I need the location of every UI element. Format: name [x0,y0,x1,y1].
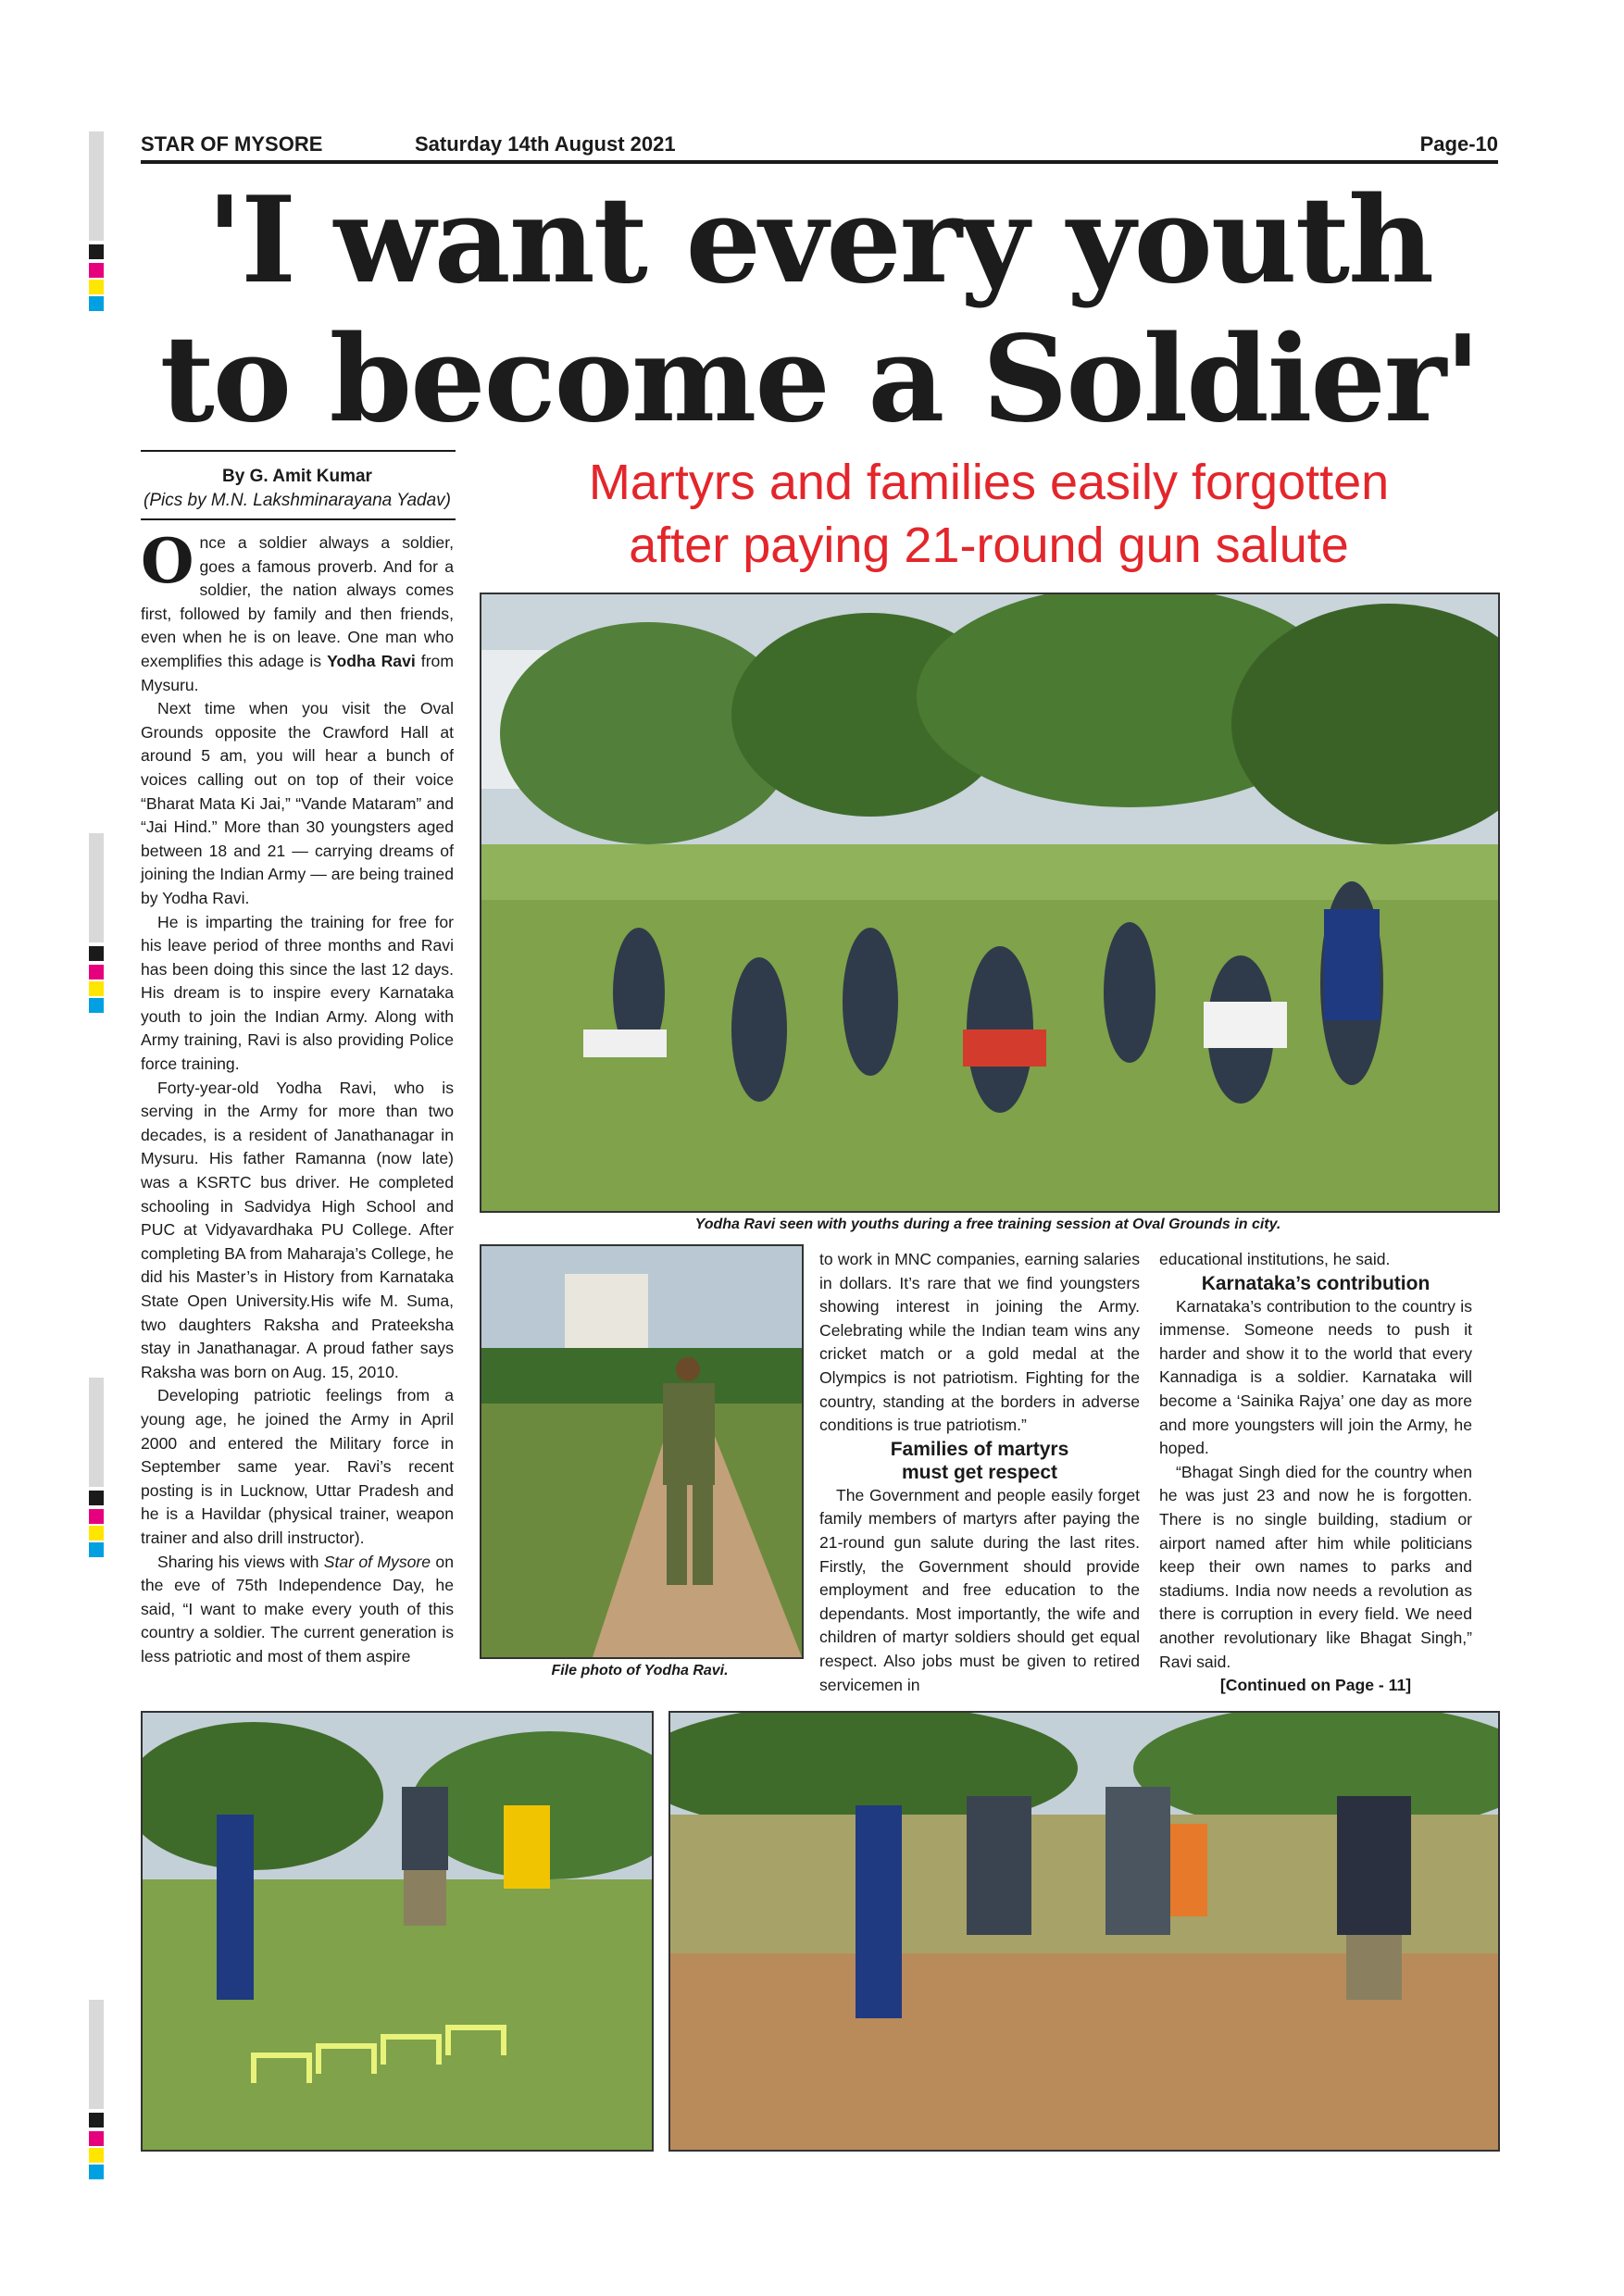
registration-yellow [89,2148,104,2163]
paragraph: to work in MNC companies, earning salaries in dollars. It’s rare that we find youngsters showing interest in joining the Army. Celebrating while the Indian team wins any cricket match or a gold medal at the Olympics is not patriotism. Fighting for the country, standing at the borders in adverse conditions is true patriotism.” [819,1250,1140,1435]
byline-author: By G. Amit Kumar [222,467,372,486]
continued-notice: [Continued on Page - 11] [1219,1676,1412,1695]
article-column-1 [141,525,454,1669]
paragraph: Once a soldier always a soldier, goes a famous proverb. And for a soldier, the nation always comes first, followed by family and then friends, even when he is on leave. One man who exemplifies this adage is Yodha Ravi from Mysuru. [141,525,454,694]
registration-magenta [89,2131,104,2146]
registration-black [89,1491,104,1505]
byline-rule-bottom [141,518,456,520]
file-photo [480,1244,804,1659]
publication-name: Star of Mysore [323,1552,431,1571]
registration-magenta [89,263,104,278]
training-session-illustration [481,594,1498,1211]
registration-bar [89,2000,104,2109]
registration-yellow [89,981,104,996]
byline-pics: (Pics by M.N. Lakshminarayana Yadav) [144,491,451,510]
section-heading: Families of martyrs must get respect [890,1438,1069,1483]
registration-black [89,946,104,961]
registration-black [89,244,104,259]
registration-yellow [89,280,104,294]
registration-bar [89,833,104,942]
paragraph: Forty-year-old Yodha Ravi, who is serving in the Army for more than two decades, is a resident of Janathanagar in Mysuru. His father Ramanna (now late) was a KSRTC bus driver. He completed schooling in Sadvidya High School and PUC at Vidyavardhaka PU College. After completing BA from Maharaja’s College, he did his Master’s in History from Karnataka State Open University.His wife M. Suma, two daughters Raksha and Prateeksha stay in Janathanagar. A proud father says Raksha was born on Aug. 15, 2010. [141,1078,454,1381]
paragraph: He is imparting the training for free for his leave period of three months and Ravi has been doing this since the last 12 days. His dream is to inspire every Karnataka youth to join the Indian Army. Along with Army training, Ravi is also providing Police force training. [141,912,454,1074]
page-number: Page-10 [1419,132,1498,156]
registration-magenta [89,1509,104,1524]
paragraph: Next time when you visit the Oval Grounds opposite the Crawford Hall at around 5 am, you will hear a bunch of voices calling out on top of their voice “Bharat Mata Ki Jai,” “Vande Mataram” and “Jai Hind.” More than 30 youngsters aged between 18 and 21 — carrying dreams of joining the Indian Army — are being trained by Yodha Ravi. [141,699,454,907]
paragraph: “Bhagat Singh died for the country when he was just 23 and now he is forgotten. There is no single building, stadium or airport named after him while politicians keep their own names to parks and stadiums. India now needs a revolution as there is corruption in every field. We need another revolutionary like Bhagat Singh,” Ravi said. [1159,1462,1472,1671]
subject-name: Yodha Ravi [327,651,416,670]
issue-date: Saturday 14th August 2021 [415,132,676,156]
registration-black [89,2113,104,2128]
article-column-2 [819,1248,1140,1697]
soldier-portrait-illustration [481,1246,802,1657]
paragraph: educational institutions, he said. [1159,1250,1391,1268]
registration-cyan [89,998,104,1013]
paragraph: Sharing his views with Star of Mysore on the eve of 75th Independence Day, he said, “I want to make every youth of this country a soldier. The current generation is less patriotic and most of them aspire [141,1552,454,1666]
paper-name: STAR OF MYSORE [141,132,323,156]
bottom-left-photo [141,1711,654,2152]
subhead-line-1: Martyrs and families easily forgotten [588,455,1390,510]
file-photo-caption: File photo of Yodha Ravi. [551,1663,729,1678]
article-column-3 [1159,1248,1472,1698]
registration-bar [89,131,104,241]
registration-bar [89,1378,104,1487]
header-rule [141,160,1498,164]
paragraph: Developing patriotic feelings from a young age, he joined the Army in April 2000 and entered the Military force in September same year. Ravi’s recent posting is in Lucknow, Uttar Pradesh and he is a Havildar (physical trainer, weapon trainer and also drill instructor). [141,1386,454,1547]
paragraph: The Government and people easily forget family members of martyrs after paying the 21-round gun salute during the last rites. Firstly, the Government should provide employment and free education to the dependants. Most importantly, the wife and children of martyr soldiers should get equal respect. Also jobs must be given to retired servicemen in [819,1485,1140,1694]
registration-cyan [89,2165,104,2179]
registration-cyan [89,296,104,311]
byline-rule-top [141,450,456,452]
registration-yellow [89,1526,104,1541]
headline-line-1: 'I want every youth [206,171,1433,310]
section-heading: Karnataka’s contribution [1201,1272,1430,1294]
headline-line-2: to become a Soldier' [159,310,1480,449]
subhead-line-2: after paying 21-round gun salute [629,518,1349,573]
main-photo [480,593,1500,1213]
registration-magenta [89,965,104,980]
hurdle-drill-illustration [143,1713,652,2150]
main-photo-caption: Yodha Ravi seen with youths during a free training session at Oval Grounds in city. [694,1217,1281,1232]
page-header [141,132,1498,160]
drop-cap: O [141,525,194,597]
bottom-right-photo [668,1711,1500,2152]
carry-drill-illustration [670,1713,1498,2150]
paragraph: Karnataka’s contribution to the country is immense. Someone needs to push it harder and show it to the world that every Kannadiga is a soldier. Karnataka will become a ‘Sainika Rajya’ one day as more and more youngsters will join the Army, he hoped. [1159,1296,1472,1458]
registration-cyan [89,1542,104,1557]
